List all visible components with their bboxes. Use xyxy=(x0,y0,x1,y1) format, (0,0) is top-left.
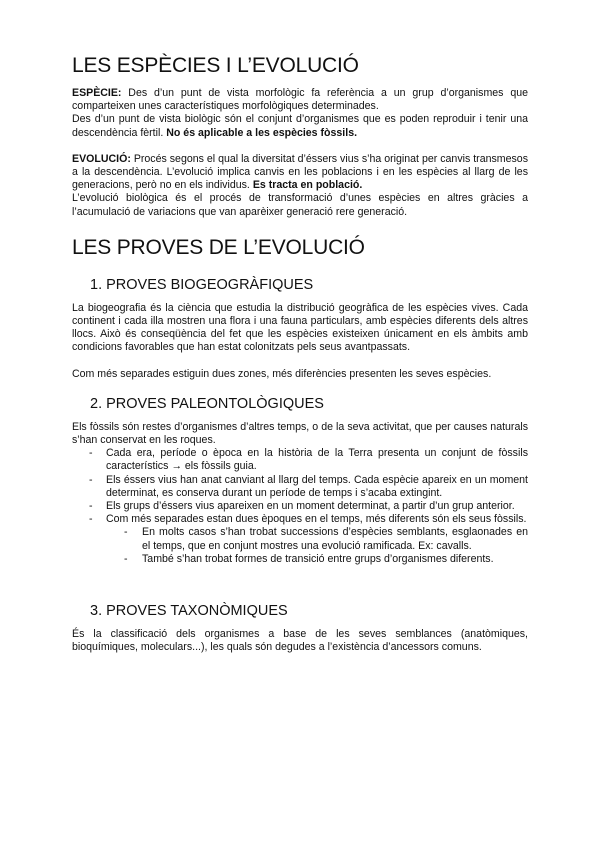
especie-label: ESPÈCIE: xyxy=(72,87,122,99)
especie-paragraph xyxy=(72,87,528,113)
paleo-intro: Els fòssils són restes d’organismes d’altres temps, o de la seva activitat, que per causes naturals s’han conservat en les roques. xyxy=(72,420,528,447)
taxo-paragraph: És la classificació dels organismes a base de les seves semblances (anatòmiques, bioquímiques, moleculars...), les quals són degudes a l’existència d’ancessors comuns. xyxy=(72,628,528,654)
heading-paleontologiques: 2. PROVES PALEONTOLÒGIQUES xyxy=(90,395,324,412)
list-item-text: Els grups d’éssers vius apareixen en un moment determinat, a partir d’un grup anterior. xyxy=(106,500,515,513)
heading-taxonomiques: 3. PROVES TAXONÒMIQUES xyxy=(90,603,288,620)
evolucio-text-1: Procés segons el qual la diversitat d’éssers vius s’ha originat per canvis transmesos a la descendència. L’evolució implica canvis en les poblacions i en les espècies al llarg de les generacions, però no en els individus. xyxy=(72,152,528,192)
especie-paragraph-2 xyxy=(72,113,528,139)
bullet-dash: - xyxy=(89,473,93,486)
biogeo-paragraph-1: La biogeografia és la ciència que estudia la distribució geogràfica de les espècies vives. Cada continent i cada illa mostren una flora i una fauna particulars, amb espècies diferents dels altres llocs. Això és conseqüència del fet que les espècies existeixen únicament en els àmbits amb condicions favorables que han estat colonitzats pels seus avantpassats. xyxy=(72,301,528,354)
list-item xyxy=(72,500,528,513)
evolucio-paragraph-2: L’evolució biològica és el procés de transformació d’unes espècies en altres gràcies a l’acumulació de variacions que van aparèixer generació rere generació. xyxy=(72,192,528,218)
biogeo-paragraph-2: Com més separades estiguin dues zones, més diferències presenten les seves espècies. xyxy=(72,367,492,380)
list-item xyxy=(72,474,528,500)
sub-list-item xyxy=(72,553,528,566)
bullet-dash: - xyxy=(89,500,93,513)
evolucio-label: EVOLUCIÓ: xyxy=(72,152,131,165)
title-species-evolution: LES ESPÈCIES I L’EVOLUCIÓ xyxy=(72,54,359,77)
list-item xyxy=(72,447,528,473)
sub-list-item-text: En molts casos s’han trobat successions d’espècies semblants, esglaonades en el temps, que en conjunt mostres una evolució ramificada. Ex: cavalls. xyxy=(142,526,528,552)
list-item-text: Els éssers vius han anat canviant al llarg del temps. Cada espècie apareix en un moment determinat, es conserva durant un període de temps i s’acaba extingint. xyxy=(106,473,528,499)
especie-text-1: Des d’un punt de vista morfològic fa referència a un grup d’organismes que comparteixen unes característiques morfològiques determinades. xyxy=(72,87,528,113)
list-item-text: Com més separades estan dues èpoques en el temps, més diferents són els seus fòssils. xyxy=(106,513,527,526)
bullet-dash: - xyxy=(89,513,93,526)
sub-list-item xyxy=(72,526,528,552)
list-item-text: Cada era, període o època en la història de la Terra presenta un conjunt de fòssils característics → els fòssils guia. xyxy=(106,447,528,473)
bullet-dash: - xyxy=(124,552,128,565)
especie-bold-note: No és aplicable a les espècies fòssils. xyxy=(166,126,358,139)
evolucio-bold-note: Es tracta en població. xyxy=(252,179,363,192)
especie-text-2: Des d’un punt de vista biològic són el conjunt d’organismes que es poden reproduir i tenir una descendència fèrtil. xyxy=(72,113,528,139)
bullet-dash: - xyxy=(89,447,93,460)
sub-list-item-text: També s’han trobat formes de transició entre grups d’organismes diferents. xyxy=(142,552,494,565)
paleo-list xyxy=(72,447,528,566)
title-proves-evolucio: LES PROVES DE L’EVOLUCIÓ xyxy=(72,235,365,259)
bullet-dash: - xyxy=(124,526,128,539)
heading-biogeografiques: 1. PROVES BIOGEOGRÀFIQUES xyxy=(90,276,314,293)
evolucio-paragraph xyxy=(72,153,528,193)
document-body xyxy=(72,54,528,654)
list-item xyxy=(72,513,528,526)
